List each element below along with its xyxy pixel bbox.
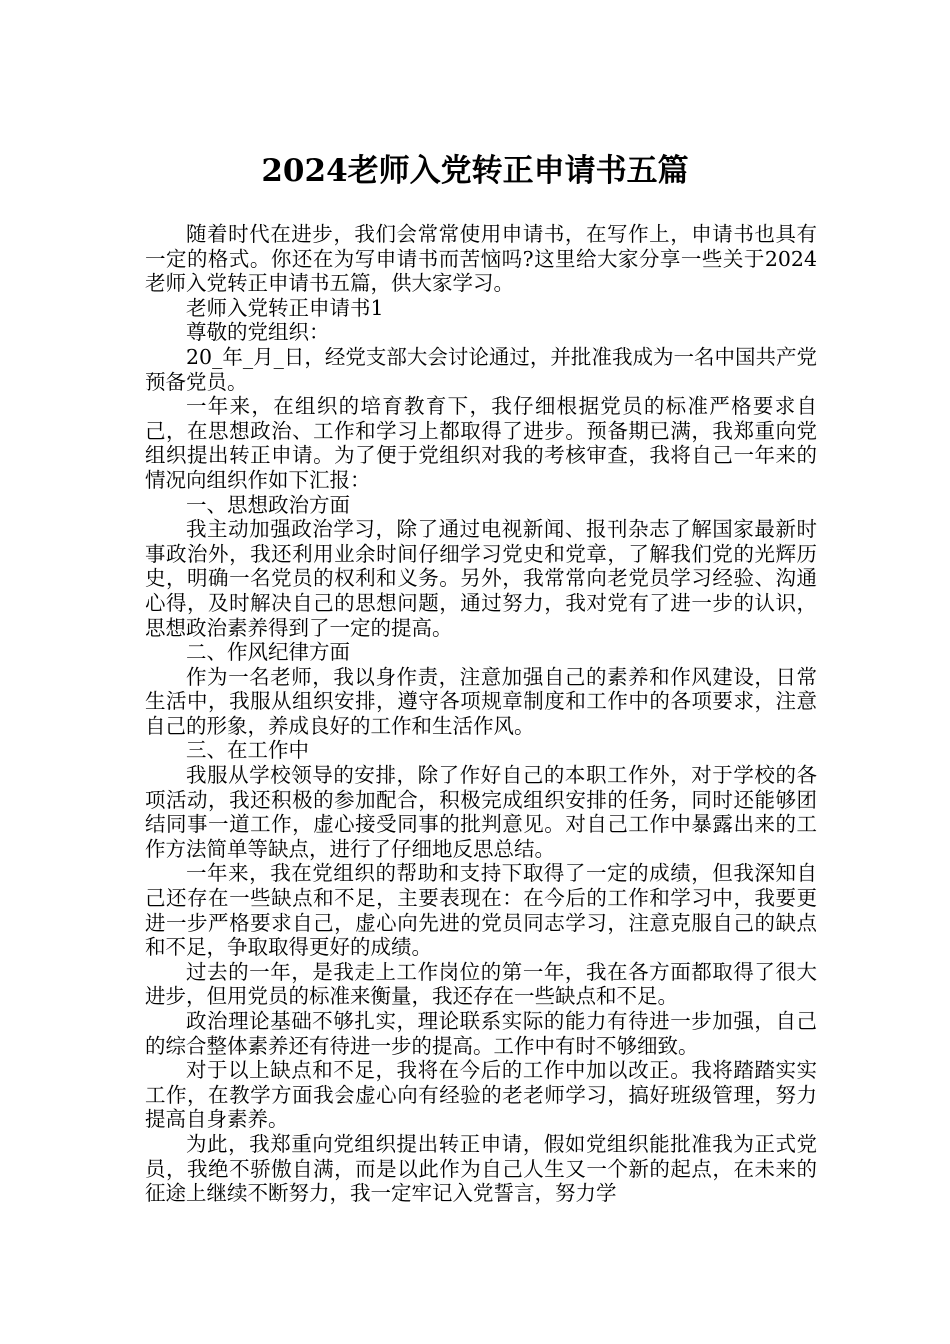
body-paragraph: 我服从学校领导的安排，除了作好自己的本职工作外，对于学校的各项活动，我还积极的参加配合，积极完成组织安排的任务，同时还能够团结同事一道工作，虚心接受同事的批判意见。对自己工作中暴露出来的工作方法简单等缺点，进行了仔细地反思总结。 [145,763,817,861]
body-paragraph: 一年来，在组织的培育教育下，我仔细根据党员的标准严格要求自己，在思想政治、工作和学习上都取得了进步。预备期已满，我郑重向党组织提出转正申请。为了便于党组织对我的考核审查，我将自己一年来的情况向组织作如下汇报： [145,394,817,492]
body-paragraph: 20_年_月_日，经党支部大会讨论通过，并批准我成为一名中国共产党预备党员。 [145,344,817,394]
body-paragraph: 我主动加强政治学习，除了通过电视新闻、报刊杂志了解国家最新时事政治外，我还利用业余时间仔细学习党史和党章，了解我们党的光辉历史，明确一名党员的权利和义务。另外，我常常向老党员学习经验、沟通心得，及时解决自己的思想问题，通过努力，我对党有了进一步的认识，思想政治素养得到了一定的提高。 [145,517,817,640]
letter-heading: 老师入党转正申请书1 [186,295,384,320]
body-paragraph: 过去的一年，是我走上工作岗位的第一年，我在各方面都取得了很大进步，但用党员的标准来衡量，我还存在一些缺点和不足。 [145,959,817,1009]
intro-paragraph: 随着时代在进步，我们会常常使用申请书，在写作上，申请书也具有一定的格式。你还在为写申请书而苦恼吗?这里给大家分享一些关于2024老师入党转正申请书五篇，供大家学习。 [145,222,817,296]
document-body [145,222,817,1206]
salutation: 尊敬的党组织： [186,320,330,345]
body-paragraph: 对于以上缺点和不足，我将在今后的工作中加以改正。我将踏踏实实工作，在教学方面我会虚心向有经验的老老师学习，搞好班级管理，努力提高自身素养。 [145,1058,817,1132]
section-heading: 二、作风纪律方面 [186,640,350,665]
body-paragraph: 政治理论基础不够扎实，理论联系实际的能力有待进一步加强，自己的综合整体素养还有待进一步的提高。工作中有时不够细致。 [145,1009,817,1058]
body-paragraph: 为此，我郑重向党组织提出转正申请，假如党组织能批准我为正式党员，我绝不骄傲自满，而是以此作为自己人生又一个新的起点，在未来的征途上继续不断努力，我一定牢记入党誓言，努力学 [145,1131,817,1206]
document-title: 2024老师入党转正申请书五篇 [261,152,689,189]
section-heading: 三、在工作中 [186,738,309,763]
section-heading: 一、思想政治方面 [186,492,350,517]
body-paragraph: 一年来，我在党组织的帮助和支持下取得了一定的成绩，但我深知自己还存在一些缺点和不足，主要表现在：在今后的工作和学习中，我要更进一步严格要求自己，虚心向先进的党员同志学习，注意克服自己的缺点和不足，争取取得更好的成绩。 [145,861,817,960]
body-paragraph: 作为一名老师，我以身作责，注意加强自己的素养和作风建设，日常生活中，我服从组织安排，遵守各项规章制度和工作中的各项要求，注意自己的形象，养成良好的工作和生活作风。 [145,664,817,738]
